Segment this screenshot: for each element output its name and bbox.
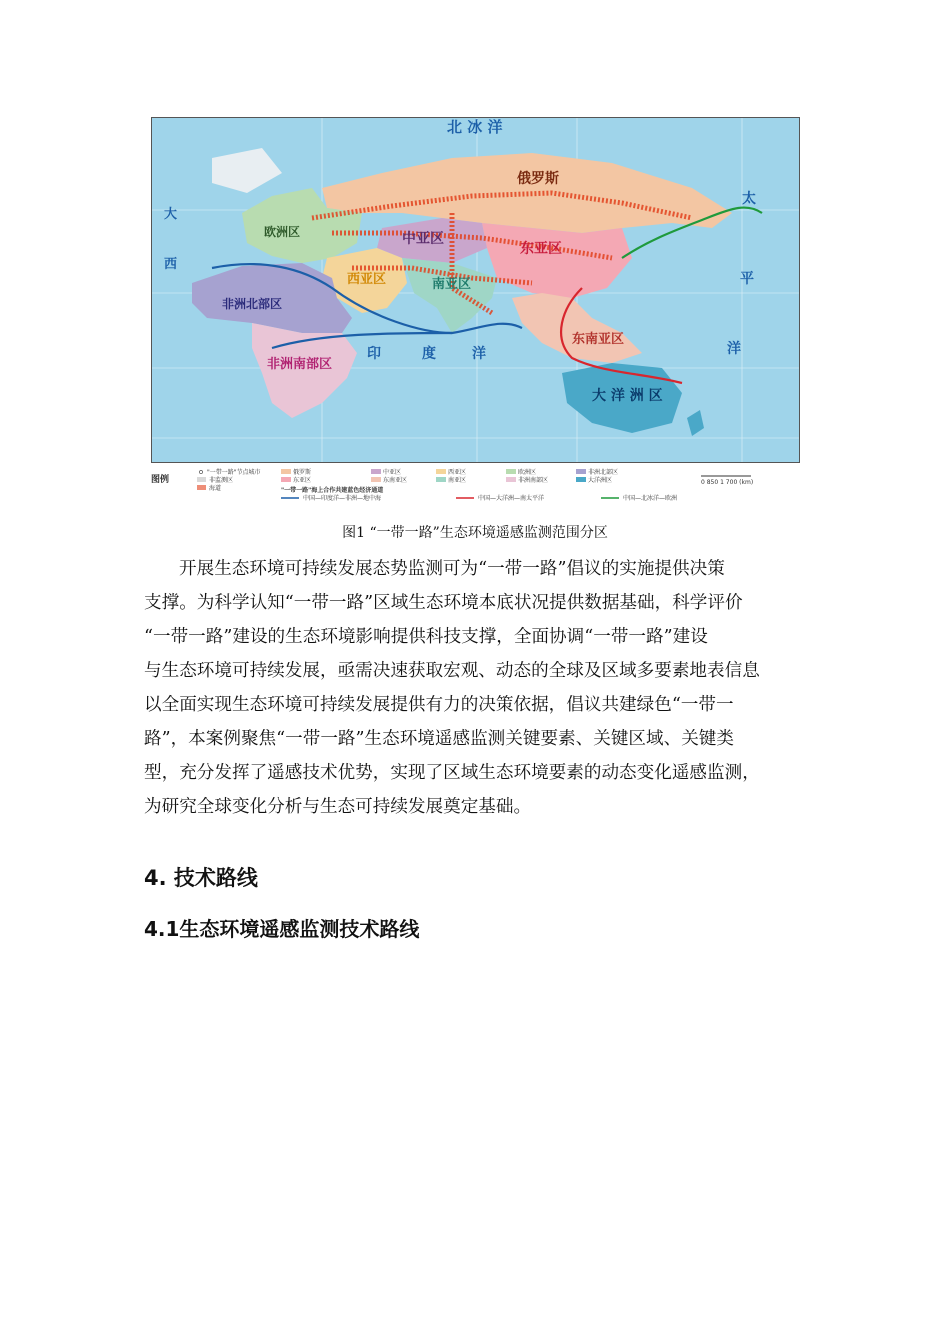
paragraph-line: 为研究全球变化分析与生态可持续发展奠定基础。 bbox=[144, 797, 532, 817]
legend-russia: 俄罗斯 bbox=[293, 469, 312, 476]
label-atlantic-1: 大 bbox=[164, 207, 178, 222]
label-russia: 俄罗斯 bbox=[517, 171, 559, 187]
label-pacific-1: 太 bbox=[742, 191, 756, 207]
label-indian-1: 印 bbox=[367, 346, 381, 362]
body-paragraph bbox=[144, 552, 808, 824]
label-south-africa: 非洲南部区 bbox=[267, 357, 333, 372]
paragraph-line: “一带一路”建设的生态环境影响提供科技支撑，全面协调“一带一路”建设 bbox=[144, 627, 708, 647]
label-south-asia: 南亚区 bbox=[432, 277, 472, 292]
legend-south-asia-swatch bbox=[436, 477, 446, 482]
legend-east-asia-swatch bbox=[281, 477, 291, 482]
label-north-africa: 非洲北部区 bbox=[222, 297, 283, 311]
legend-channel-blue: 中国—印度洋—非洲—地中海 bbox=[303, 495, 382, 502]
paragraph-line: 支撑。为科学认知“一带一路”区域生态环境本底状况提供数据基础，科学评价 bbox=[144, 593, 743, 613]
paragraph-line: 与生态环境可持续发展，亟需决速获取宏观、动态的全球及区域多要素地表信息 bbox=[144, 661, 760, 681]
legend-svg bbox=[151, 467, 800, 505]
legend-route: 海道 bbox=[209, 485, 222, 492]
legend-oceania-swatch bbox=[576, 477, 586, 482]
legend-north-africa-swatch bbox=[576, 469, 586, 474]
label-east-asia: 东亚区 bbox=[520, 241, 562, 257]
label-atlantic-2: 西 bbox=[164, 257, 178, 272]
section-heading: 4. 技术路线 bbox=[144, 866, 258, 890]
legend-sea-channel-title: "一带一路"海上合作共建蓝色经济通道 bbox=[281, 487, 384, 494]
legend-southeast-asia: 东南亚区 bbox=[383, 477, 408, 484]
legend-node: "一带一路"节点城市 bbox=[207, 469, 261, 476]
label-indian-2: 度 bbox=[422, 346, 436, 362]
label-indian-3: 洋 bbox=[472, 346, 486, 362]
paragraph-line: 型，充分发挥了遥感技术优势，实现了区域生态环境要素的动态变化遥感监测， bbox=[144, 763, 760, 783]
figure-caption: 图1 “一带一路”生态环境遥感监测范围分区 bbox=[342, 525, 608, 541]
legend-south-africa: 非洲南部区 bbox=[518, 477, 549, 484]
subsection-heading: 4.1生态环境遥感监测技术路线 bbox=[144, 917, 420, 941]
paragraph-line: 路”，本案例聚焦“一带一路”生态环境遥感监测关键要素、关键区域、关键类 bbox=[144, 729, 734, 749]
legend-north-africa: 非洲北部区 bbox=[588, 469, 619, 476]
legend-south-africa-swatch bbox=[506, 477, 516, 482]
paragraph-line: 开展生态环境可持续发展态势监测可为“一带一路”倡议的实施提供决策 bbox=[179, 559, 725, 579]
legend-south-asia: 南亚区 bbox=[448, 477, 467, 484]
map-svg bbox=[152, 118, 800, 463]
legend-west-asia: 西亚区 bbox=[448, 469, 467, 476]
label-europe: 欧洲区 bbox=[264, 225, 301, 239]
legend-oceania: 大洋洲区 bbox=[588, 477, 613, 484]
legend-west-asia-swatch bbox=[436, 469, 446, 474]
legend-node-icon bbox=[199, 470, 202, 473]
label-arctic: 北 冰 洋 bbox=[447, 118, 503, 136]
legend-europe-swatch bbox=[506, 469, 516, 474]
label-oceania: 大 洋 洲 区 bbox=[592, 388, 663, 404]
label-pacific-2: 平 bbox=[740, 271, 754, 287]
legend-non-study: 非监测区 bbox=[209, 477, 234, 484]
legend-central-asia: 中亚区 bbox=[383, 469, 402, 476]
label-central-asia: 中亚区 bbox=[402, 231, 444, 247]
legend-southeast-asia-swatch bbox=[371, 477, 381, 482]
legend-central-asia-swatch bbox=[371, 469, 381, 474]
legend-scale: 0 850 1 700 (km) bbox=[701, 479, 754, 486]
legend-russia-swatch bbox=[281, 469, 291, 474]
label-southeast-asia: 东南亚区 bbox=[572, 332, 625, 347]
legend-channel-red: 中国—大洋洲—南太平洋 bbox=[478, 495, 545, 502]
legend-non-study-swatch bbox=[197, 477, 206, 482]
label-pacific-3: 洋 bbox=[727, 341, 741, 357]
map-legend bbox=[151, 467, 800, 505]
legend-east-asia: 东亚区 bbox=[293, 477, 312, 484]
legend-europe: 欧洲区 bbox=[518, 469, 537, 476]
label-west-asia: 西亚区 bbox=[347, 272, 387, 287]
legend-route-swatch bbox=[197, 485, 206, 490]
legend-channel-green: 中国—北冰洋—欧洲 bbox=[623, 495, 678, 502]
region-map bbox=[151, 117, 800, 463]
paragraph-line: 以全面实现生态环境可持续发展提供有力的决策依据，倡议共建绿色“一带一 bbox=[144, 695, 734, 715]
legend-title: 图例 bbox=[151, 475, 170, 485]
figure-one-belt-one-road bbox=[151, 117, 800, 505]
